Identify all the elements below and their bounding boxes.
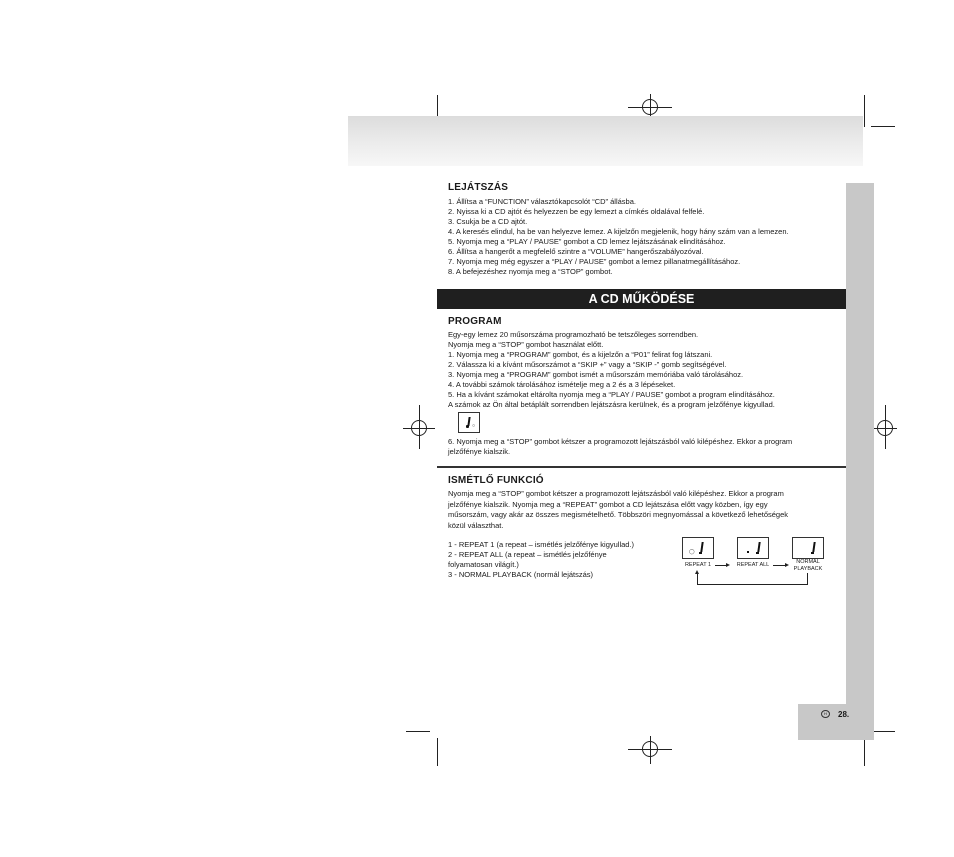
language-badge-icon: H — [821, 710, 830, 718]
list-item: 4. A keresés elindul, ha be van helyezve lemez. A kijelzőn megjelenik, hogy hány szám van a lemezen. — [448, 227, 789, 236]
playback-label: PLAYBACK — [793, 565, 823, 572]
loop-line — [697, 584, 808, 585]
repeat-1-label: REPEAT 1 — [684, 562, 712, 568]
normal-label: NORMAL — [796, 559, 820, 565]
list-item: 1. Állítsa a “FUNCTION” választókapcsolót “CD” állásba. — [448, 197, 636, 206]
list-item: folyamatosan világít.) — [448, 560, 519, 569]
crop-mark — [871, 731, 895, 732]
crop-mark — [406, 731, 430, 732]
list-item: 5. Nyomja meg a “PLAY / PAUSE” gombot a CD lemez lejátszásának elindításához. — [448, 237, 726, 246]
list-item: 3 - NORMAL PLAYBACK (normál lejátszás) — [448, 570, 594, 579]
section-title-repeat: ISMÉTLŐ FUNKCIÓ — [448, 475, 544, 486]
program-indicator-display: ○ — [458, 412, 480, 433]
paragraph-line: Nyomja meg a “STOP” gombot kétszer a programozott lejátszásból való kilépéshez. Ekkor a program — [448, 489, 784, 498]
list-item: 2. Válassza ki a kívánt műsorszámot a “SKIP +” vagy a “SKIP -” gomb segítségével. — [448, 360, 727, 369]
list-item: A számok az Ön által betáplált sorrendben lejátszásra kerülnek, és a program jelzőfénye kigyullad. — [448, 400, 775, 409]
repeat-intro — [448, 489, 843, 531]
crop-mark — [864, 95, 865, 127]
paragraph-line: műsorszám, vagy akár az összes megismételhető. Többszöri megnyomással a következő lehetőségek — [448, 510, 789, 519]
list-item: 4. A további számok tárolásához ismételje meg a 2 és a 3 lépéseket. — [448, 380, 676, 389]
section-title-program: PROGRAM — [448, 316, 502, 327]
list-item: 2. Nyissa ki a CD ajtót és helyezzen be egy lemezt a címkés oldalával felfelé. — [448, 207, 705, 216]
list-item: 3. Csukja be a CD ajtót. — [448, 217, 528, 226]
arrowhead-up-icon — [695, 570, 699, 574]
paragraph-line: közül választhat. — [448, 520, 504, 530]
repeat-1-display: ◯ — [682, 537, 714, 559]
list-item: 6. Nyomja meg a “STOP” gombot kétszer a programozott lejátszásból való kilépéshez. Ekkor a program — [448, 437, 793, 446]
page-number-tab — [798, 704, 874, 740]
list-item: 5. Ha a kívánt számokat eltárolta nyomja meg a “PLAY / PAUSE” gombot a program elindításához. — [448, 390, 775, 399]
repeat-all-display — [737, 537, 769, 559]
list-item: 1 - REPEAT 1 (a repeat – ismétlés jelzőfénye kigyullad.) — [448, 540, 635, 549]
side-tab — [846, 183, 874, 740]
normal-playback-display — [792, 537, 824, 559]
list-item: 3. Nyomja meg a “PROGRAM” gombot ismét a műsorszám memóriába való tárolásához. — [448, 370, 744, 379]
normal-playback-label — [788, 559, 828, 572]
section-banner: A CD MŰKÖDÉSE — [437, 289, 846, 309]
crop-mark — [871, 126, 895, 127]
list-item: 2 - REPEAT ALL (a repeat – ismétlés jelzőfénye — [448, 550, 607, 559]
crop-mark — [437, 738, 438, 766]
crop-mark — [864, 738, 865, 766]
paragraph-line: Egy-egy lemez 20 műsorszáma programozható be tetszőleges sorrendben. — [448, 330, 699, 339]
divider — [437, 466, 846, 468]
lejatszas-steps — [448, 197, 843, 277]
list-item: 7. Nyomja meg még egyszer a “PLAY / PAUSE” gombot a lemez pillanatmegállításához. — [448, 257, 741, 266]
list-item: 6. Állítsa a hangerőt a megfelelő szintre a “VOLUME” hangerőszabályozóval. — [448, 247, 704, 256]
arrowhead-icon — [726, 563, 730, 567]
repeat-modes — [448, 540, 678, 580]
program-step-6 — [448, 437, 843, 457]
paragraph-line: Nyomja meg a “STOP” gombot használat előtt. — [448, 340, 604, 349]
program-text — [448, 330, 843, 410]
list-item: 8. A befejezéshez nyomja meg a “STOP” gombot. — [448, 267, 613, 276]
repeat-all-label: REPEAT ALL — [736, 562, 770, 568]
page-number: 28. — [838, 710, 850, 719]
header-band — [348, 116, 863, 166]
list-item: 1. Nyomja meg a “PROGRAM” gombot, és a kijelzőn a “P01” felirat fog látszani. — [448, 350, 713, 359]
list-item: jelzőfénye kialszik. — [448, 447, 511, 456]
repeat-mode-diagram — [680, 535, 840, 590]
paragraph-line: jelzőfénye kialszik. Nyomja meg a “REPEAT” gombot a CD lejátszása előtt vagy közben, így egy — [448, 499, 768, 509]
loop-line — [697, 573, 698, 585]
section-title-lejatszas: LEJÁTSZÁS — [448, 182, 509, 193]
